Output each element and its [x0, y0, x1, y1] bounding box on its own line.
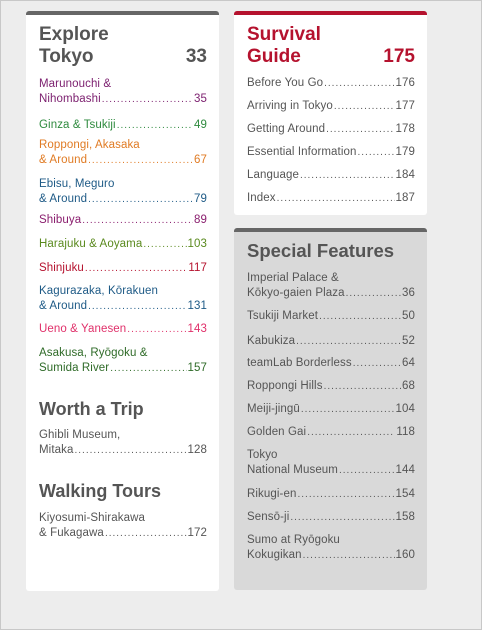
dot-leader: [88, 299, 186, 314]
walking-tours-title: Walking Tours: [39, 481, 162, 501]
toc-entry-title: Essential Information: [247, 146, 357, 158]
toc-entry-row: [247, 99, 415, 114]
toc-entry-title: & Around: [39, 154, 88, 166]
dot-leader: [82, 213, 193, 228]
toc-entry[interactable]: [247, 145, 415, 160]
toc-entry-page: 187: [395, 192, 415, 204]
dot-leader: [326, 122, 394, 137]
toc-entry[interactable]: [39, 511, 207, 541]
toc-entry-title: Shinjuku: [39, 262, 84, 274]
toc-entry-page: 35: [194, 93, 207, 105]
toc-entry-title-line1: Ebisu, Meguro: [39, 178, 115, 190]
toc-entry-row: [247, 334, 415, 349]
toc-entry-title-line1: Kiyosumi-Shirakawa: [39, 512, 145, 524]
toc-entry[interactable]: [247, 191, 415, 206]
toc-entry-row: [247, 425, 415, 440]
toc-entry-row: [247, 286, 415, 301]
toc-entry-title: Meiji-jingū: [247, 403, 300, 415]
dot-leader: [303, 548, 395, 563]
toc-entry-title-line1: Marunouchi &: [39, 78, 112, 90]
toc-entry[interactable]: [247, 168, 415, 183]
explore-heading[interactable]: [39, 24, 207, 68]
toc-entry-title: Tsukiji Market: [247, 310, 319, 322]
toc-entry-row: [39, 443, 207, 458]
toc-entry-title: Shibuya: [39, 214, 82, 226]
toc-entry-row: [39, 237, 207, 252]
toc-entry-page: 52: [402, 335, 415, 347]
dot-leader: [339, 463, 395, 478]
toc-entry-row: [39, 526, 207, 541]
toc-entry[interactable]: [247, 99, 415, 114]
toc-entry[interactable]: [39, 346, 207, 376]
toc-entry-row: [39, 261, 207, 276]
toc-entry-row: [247, 379, 415, 394]
toc-entry[interactable]: [247, 356, 415, 371]
toc-entry[interactable]: [247, 122, 415, 137]
toc-entry[interactable]: [39, 428, 207, 458]
toc-entry-page: 64: [402, 357, 415, 369]
toc-entry-title: National Museum: [247, 464, 338, 476]
toc-entry-page: 89: [194, 214, 207, 226]
dot-leader: [143, 237, 186, 252]
toc-entry-page: 178: [395, 123, 415, 135]
dot-leader: [88, 153, 193, 168]
toc-entry[interactable]: [247, 309, 415, 324]
toc-entry-title: & Fukagawa: [39, 527, 104, 539]
dot-leader: [105, 526, 187, 541]
explore-title: Explore Tokyo: [39, 24, 109, 67]
toc-entry-page: 184: [395, 169, 415, 181]
toc-entry-row: [39, 153, 207, 168]
toc-entry[interactable]: [247, 510, 415, 525]
toc-entry-row: [247, 122, 415, 137]
toc-entry[interactable]: [247, 533, 415, 563]
explore-card: [26, 11, 219, 591]
toc-entry-page: 177: [395, 100, 415, 112]
toc-entry-row: [247, 487, 415, 502]
toc-entry-title: & Around: [39, 300, 88, 312]
toc-entry[interactable]: [247, 271, 415, 301]
toc-entry-title: Ginza & Tsukiji: [39, 119, 116, 131]
toc-entry-title: Harajuku & Aoyama: [39, 238, 143, 250]
toc-entry[interactable]: [39, 213, 207, 228]
toc-entry-page: 176: [395, 77, 415, 89]
dot-leader: [277, 191, 395, 206]
dot-leader: [319, 309, 401, 324]
toc-entry[interactable]: [247, 402, 415, 417]
toc-entry-title-line1: Ghibli Museum,: [39, 429, 121, 441]
toc-entry[interactable]: [39, 237, 207, 252]
toc-entry-row: [247, 356, 415, 371]
toc-entry-page: 79: [194, 193, 207, 205]
toc-entry-page: 154: [395, 488, 415, 500]
toc-entry-title-line1: Kagurazaka, Kōrakuen: [39, 285, 158, 297]
toc-entry-page: 117: [188, 262, 207, 274]
toc-entry-page: 158: [395, 511, 415, 523]
dot-leader: [334, 99, 395, 114]
toc-entry-row: [247, 548, 415, 563]
toc-entry-page: 128: [187, 444, 207, 456]
dot-leader: [117, 118, 193, 133]
dot-leader: [102, 92, 193, 107]
toc-entry-title-line1: Roppongi, Akasaka: [39, 139, 140, 151]
survival-heading[interactable]: [247, 24, 415, 68]
toc-entry[interactable]: [247, 334, 415, 349]
dot-leader: [300, 168, 395, 183]
toc-entry-row: [247, 402, 415, 417]
toc-entry-row: [39, 322, 207, 337]
explore-page: 33: [185, 46, 207, 67]
toc-entry-title: Ueno & Yanesen: [39, 323, 127, 335]
toc-entry-title-line1: Imperial Palace &: [247, 272, 339, 284]
toc-entry[interactable]: [247, 487, 415, 502]
toc-entry-page: 118: [396, 426, 415, 438]
dot-leader: [346, 286, 401, 301]
dot-leader: [290, 510, 394, 525]
toc-entry-title: Index: [247, 192, 276, 204]
toc-entry-title: Arriving in Tokyo: [247, 100, 333, 112]
toc-entry-row: [39, 213, 207, 228]
toc-entry-title: Mitaka: [39, 444, 74, 456]
special-features-card: [234, 228, 427, 590]
toc-entry-page: 103: [187, 238, 207, 250]
toc-entry-title: Roppongi Hills: [247, 380, 323, 392]
dot-leader: [301, 402, 395, 417]
toc-entry-title: Getting Around: [247, 123, 326, 135]
toc-entry[interactable]: [247, 76, 415, 91]
dot-leader: [127, 322, 186, 337]
dot-leader: [110, 361, 186, 376]
toc-entry-title: & Around: [39, 193, 88, 205]
toc-entry-row: [247, 76, 415, 91]
toc-entry-page: 179: [395, 146, 415, 158]
toc-entry-title: Language: [247, 169, 299, 181]
toc-entry-page: 68: [402, 380, 415, 392]
survival-page: 175: [383, 46, 415, 67]
toc-entry-row: [39, 118, 207, 133]
toc-entry-row: [247, 510, 415, 525]
toc-entry-title: Before You Go: [247, 77, 324, 89]
toc-entry-row: [39, 299, 207, 314]
dot-leader: [324, 76, 394, 91]
toc-entry[interactable]: [39, 261, 207, 276]
special-features-title: Special Features: [247, 240, 395, 261]
toc-entry-title: Kokugikan: [247, 549, 302, 561]
toc-entry-row: [247, 309, 415, 324]
toc-entry-page: 131: [187, 300, 207, 312]
dot-leader: [324, 379, 401, 394]
toc-entry-title: Kabukiza: [247, 335, 296, 347]
dot-leader: [85, 261, 187, 276]
toc-entry-title: Nihombashi: [39, 93, 101, 105]
dot-leader: [88, 192, 193, 207]
toc-entry-row: [247, 463, 415, 478]
toc-entry-row: [247, 145, 415, 160]
toc-entry[interactable]: [247, 425, 415, 440]
toc-entry[interactable]: [39, 322, 207, 337]
toc-entry-page: 50: [402, 310, 415, 322]
toc-entry-row: [247, 191, 415, 206]
toc-entry-page: 104: [395, 403, 415, 415]
toc-entry-row: [247, 168, 415, 183]
toc-entry-title: teamLab Borderless: [247, 357, 352, 369]
toc-entry[interactable]: [39, 284, 207, 314]
toc-entry-title: Sensō-ji: [247, 511, 290, 523]
survival-guide-card: [234, 11, 427, 215]
dot-leader: [307, 425, 395, 440]
survival-title: Survival Guide: [247, 24, 321, 67]
toc-entry-page: 160: [395, 549, 415, 561]
toc-entry-page: 143: [187, 323, 207, 335]
toc-entry-title: Kōkyo-gaien Plaza: [247, 287, 345, 299]
dot-leader: [353, 356, 401, 371]
toc-entry[interactable]: [247, 448, 415, 478]
toc-entry-page: 172: [187, 527, 207, 539]
dot-leader: [297, 487, 394, 502]
toc-entry-page: 144: [395, 464, 415, 476]
toc-entry-page: 67: [194, 154, 207, 166]
toc-entry-row: [39, 92, 207, 107]
toc-entry-page: 157: [187, 362, 207, 374]
toc-entry-row: [39, 192, 207, 207]
toc-entry[interactable]: [39, 118, 207, 133]
dot-leader: [296, 334, 401, 349]
toc-entry-page: 49: [194, 119, 207, 131]
worth-a-trip-title: Worth a Trip: [39, 399, 144, 419]
toc-entry[interactable]: [39, 177, 207, 207]
toc-entry-title-line1: Tokyo: [247, 449, 278, 461]
dot-leader: [358, 145, 395, 160]
toc-entry[interactable]: [39, 77, 207, 107]
toc-entry-title-line1: Asakusa, Ryōgoku &: [39, 347, 148, 359]
toc-entry-title: Sumida River: [39, 362, 110, 374]
toc-entry-page: 36: [402, 287, 415, 299]
toc-entry-row: [39, 361, 207, 376]
toc-entry-title: Golden Gai: [247, 426, 307, 438]
dot-leader: [74, 443, 186, 458]
toc-entry[interactable]: [247, 379, 415, 394]
toc-entry-title-line1: Sumo at Ryōgoku: [247, 534, 340, 546]
toc-entry[interactable]: [39, 138, 207, 168]
toc-entry-title: Rikugi-en: [247, 488, 297, 500]
